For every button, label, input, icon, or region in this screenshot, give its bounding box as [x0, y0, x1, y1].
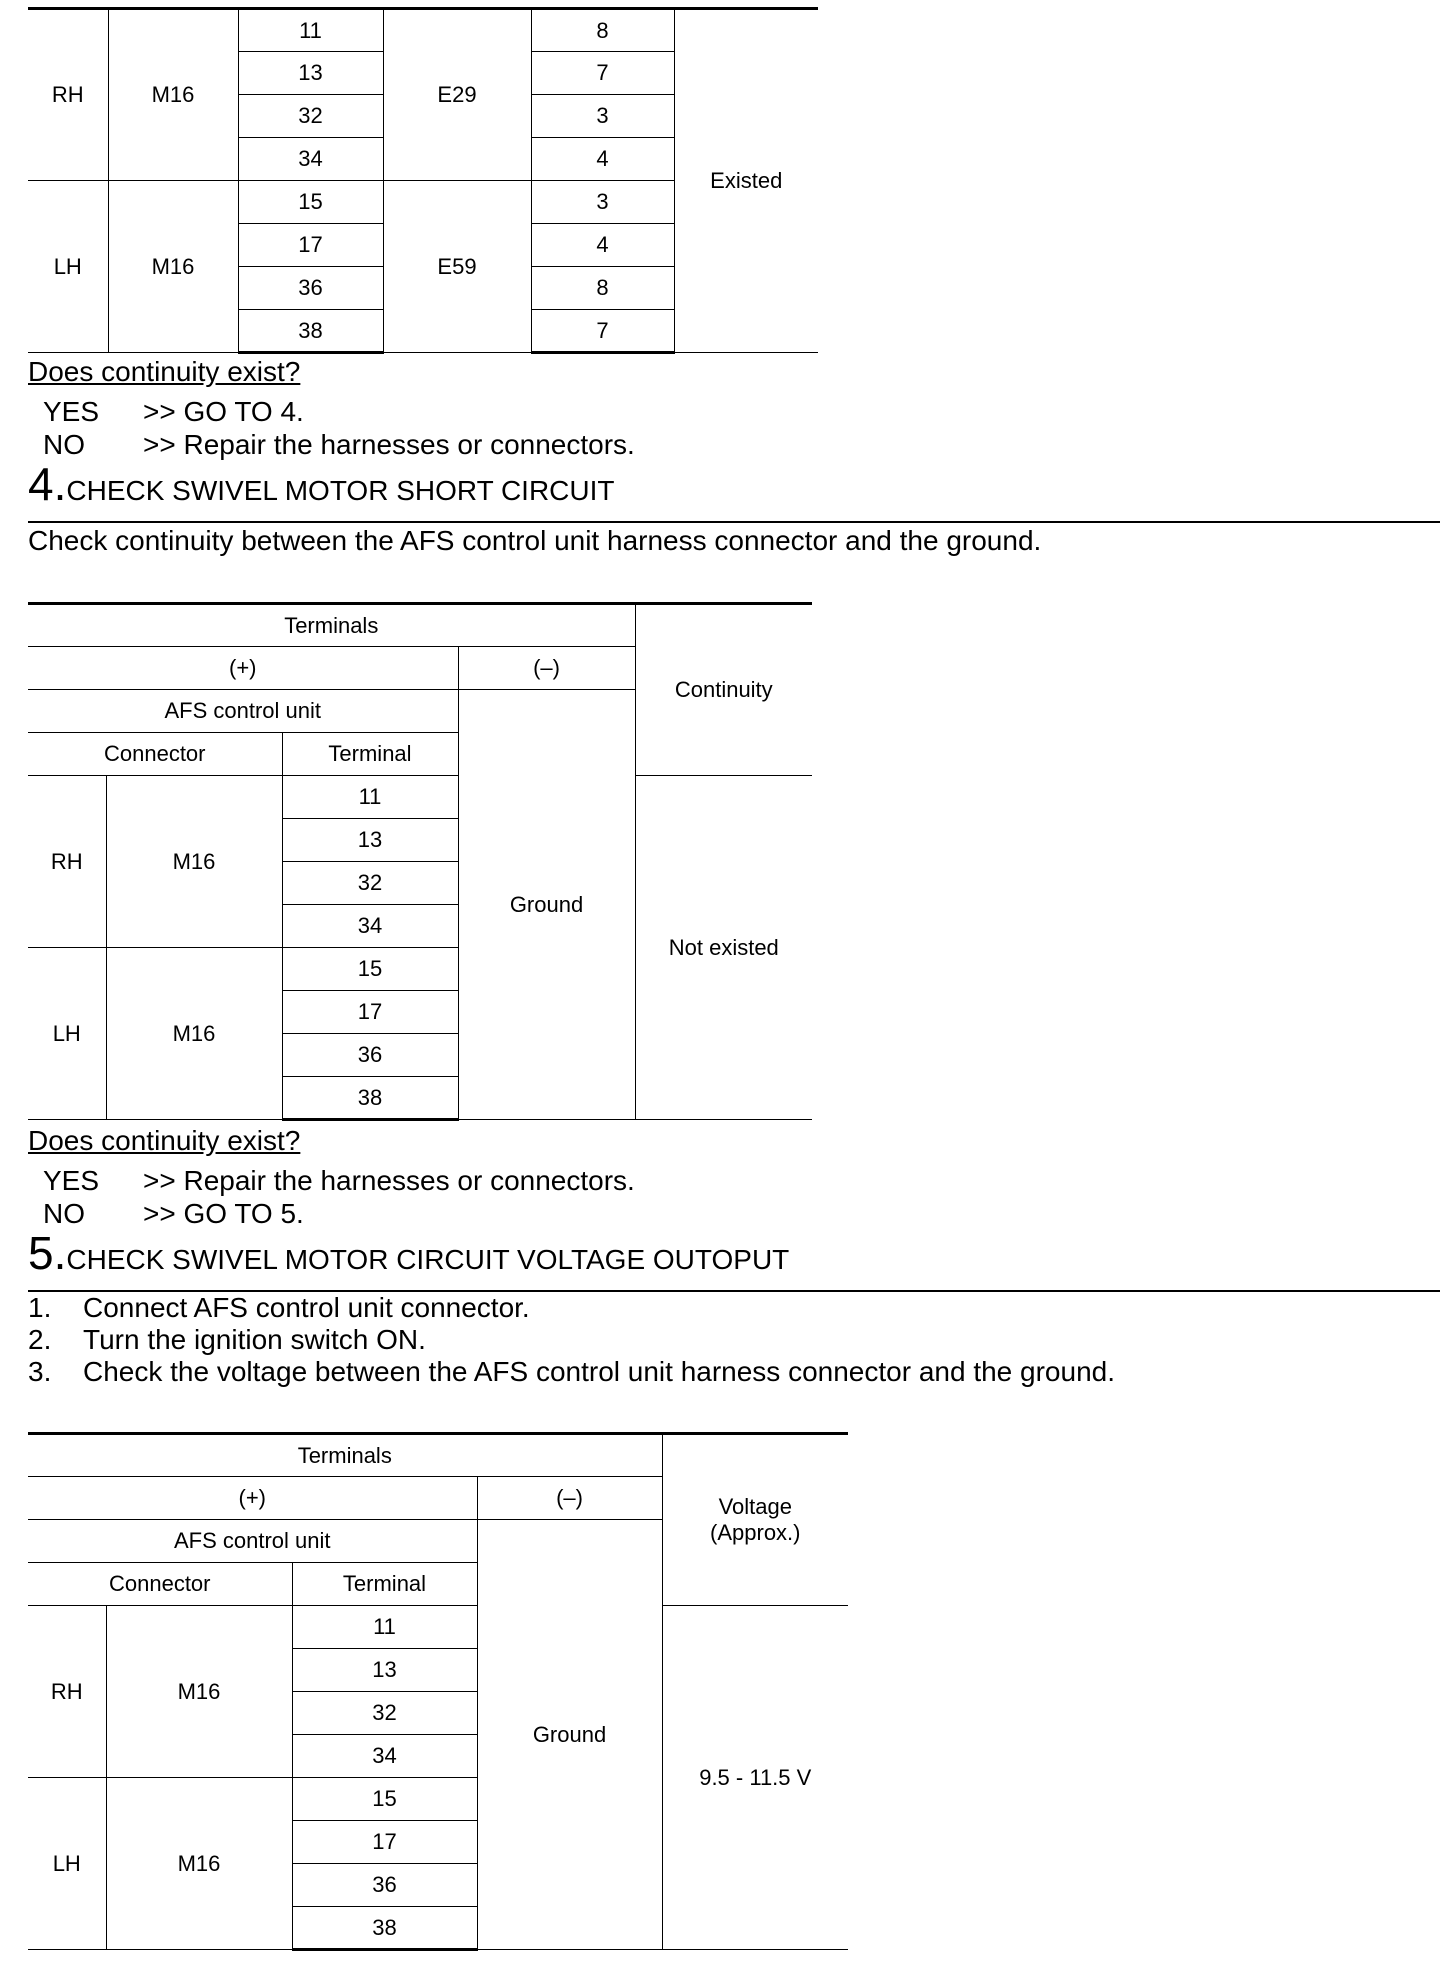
terminals-header: Terminals — [28, 604, 635, 647]
continuity-header: Continuity — [635, 604, 812, 776]
result-not-existed: Not existed — [635, 776, 812, 1120]
result-existed: Existed — [674, 9, 818, 353]
afs-control-unit-header: AFS control unit — [28, 1520, 477, 1563]
answer-yes — [43, 1165, 635, 1197]
terminal-cell: 34 — [282, 905, 458, 948]
terminal-cell: 36 — [282, 1034, 458, 1077]
terminal-cell: 36 — [238, 267, 383, 310]
voltage-header-line2: (Approx.) — [710, 1520, 801, 1545]
terminal-cell: 7 — [531, 310, 674, 353]
question-continuity: Does continuity exist? — [28, 356, 301, 387]
terminals-header: Terminals — [28, 1434, 662, 1477]
connector-m16: M16 — [106, 1606, 292, 1778]
voltage-table — [28, 1432, 848, 1951]
terminal-cell: 38 — [292, 1907, 477, 1950]
terminal-cell: 34 — [238, 138, 383, 181]
terminal-cell: 4 — [531, 224, 674, 267]
terminal-cell: 38 — [238, 310, 383, 353]
terminal-cell: 15 — [238, 181, 383, 224]
connector-header: Connector — [28, 733, 282, 776]
terminal-header: Terminal — [292, 1563, 477, 1606]
terminal-cell: 17 — [282, 991, 458, 1034]
connector-m16: M16 — [106, 948, 282, 1120]
terminal-cell: 32 — [238, 95, 383, 138]
terminal-cell: 4 — [531, 138, 674, 181]
step-4-instruction: Check continuity between the AFS control unit harness connector and the ground. — [28, 525, 1042, 556]
terminal-cell: 38 — [282, 1077, 458, 1120]
side-lh: LH — [28, 948, 106, 1120]
terminal-cell: 13 — [292, 1649, 477, 1692]
question-continuity: Does continuity exist? — [28, 1125, 301, 1156]
item-number: 3. — [28, 1356, 52, 1387]
side-rh: RH — [28, 776, 106, 948]
plus-header: (+) — [28, 647, 458, 690]
connector-e29: E29 — [383, 9, 531, 181]
step-5-list — [28, 1292, 1115, 1388]
terminal-header: Terminal — [282, 733, 458, 776]
terminal-cell: 11 — [282, 776, 458, 819]
item-text: Check the voltage between the AFS control unit harness connector and the ground. — [83, 1356, 1115, 1387]
ground-cell: Ground — [458, 690, 635, 1120]
terminal-cell: 13 — [238, 52, 383, 95]
continuity-table-2 — [28, 602, 812, 1121]
terminal-cell: 8 — [531, 9, 674, 52]
terminal-cell: 17 — [292, 1821, 477, 1864]
no-text: >> GO TO 5. — [143, 1198, 304, 1229]
side-rh: RH — [28, 9, 108, 181]
terminal-cell: 15 — [282, 948, 458, 991]
no-text: >> Repair the harnesses or connectors. — [143, 429, 635, 460]
terminal-cell: 11 — [238, 9, 383, 52]
yes-text: >> Repair the harnesses or connectors. — [143, 1165, 635, 1196]
no-label: NO — [43, 1198, 85, 1229]
divider — [28, 521, 1440, 523]
yes-text: >> GO TO 4. — [143, 396, 304, 427]
item-number: 2. — [28, 1324, 52, 1355]
terminal-cell: 3 — [531, 95, 674, 138]
result-voltage: 9.5 - 11.5 V — [662, 1606, 848, 1950]
plus-header: (+) — [28, 1477, 477, 1520]
item-text: Connect AFS control unit connector. — [83, 1292, 530, 1323]
voltage-header — [662, 1434, 848, 1606]
step-number: 5. — [28, 1227, 67, 1279]
yes-label: YES — [43, 396, 100, 427]
terminal-cell: 8 — [531, 267, 674, 310]
ground-cell: Ground — [477, 1520, 662, 1950]
afs-control-unit-header: AFS control unit — [28, 690, 458, 733]
terminal-cell: 13 — [282, 819, 458, 862]
step-number: 4. — [28, 458, 67, 510]
item-text: Turn the ignition switch ON. — [83, 1324, 426, 1355]
connector-header: Connector — [28, 1563, 292, 1606]
list-item — [28, 1324, 1115, 1356]
minus-header: (–) — [458, 647, 635, 690]
list-item — [28, 1356, 1115, 1388]
connector-m16: M16 — [108, 181, 238, 353]
terminal-cell: 11 — [292, 1606, 477, 1649]
terminal-cell: 17 — [238, 224, 383, 267]
continuity-table-1 — [28, 7, 818, 354]
terminal-cell: 36 — [292, 1864, 477, 1907]
side-rh: RH — [28, 1606, 106, 1778]
connector-m16: M16 — [106, 1778, 292, 1950]
side-lh: LH — [28, 181, 108, 353]
list-item — [28, 1292, 1115, 1324]
terminal-cell: 15 — [292, 1778, 477, 1821]
connector-e59: E59 — [383, 181, 531, 353]
side-lh: LH — [28, 1778, 106, 1950]
terminal-cell: 32 — [282, 862, 458, 905]
terminal-cell: 3 — [531, 181, 674, 224]
terminal-cell: 7 — [531, 52, 674, 95]
minus-header: (–) — [477, 1477, 662, 1520]
step-title: CHECK SWIVEL MOTOR CIRCUIT VOLTAGE OUTOPUT — [66, 1244, 790, 1275]
terminal-cell: 32 — [292, 1692, 477, 1735]
step-title: CHECK SWIVEL MOTOR SHORT CIRCUIT — [66, 475, 615, 506]
voltage-header-line1: Voltage — [718, 1494, 792, 1519]
connector-m16: M16 — [108, 9, 238, 181]
step-4-heading — [28, 457, 615, 511]
terminal-cell: 34 — [292, 1735, 477, 1778]
yes-label: YES — [43, 1165, 100, 1196]
step-5-heading — [28, 1226, 789, 1280]
no-label: NO — [43, 429, 85, 460]
item-number: 1. — [28, 1292, 52, 1323]
answer-yes — [43, 396, 304, 428]
connector-m16: M16 — [106, 776, 282, 948]
